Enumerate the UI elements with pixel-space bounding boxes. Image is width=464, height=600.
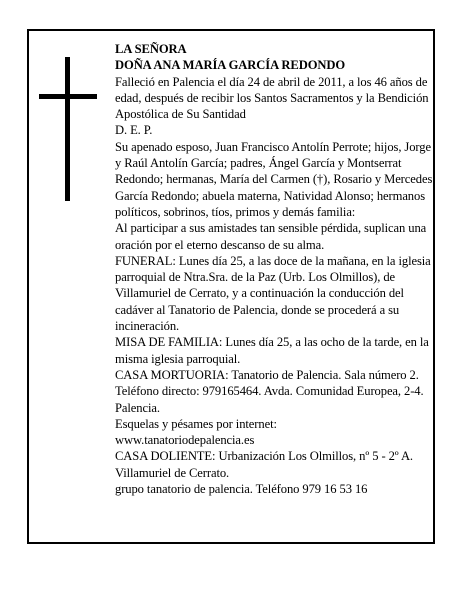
internet-condolences-label: Esquelas y pésames por internet: (115, 416, 277, 431)
deceased-name: DOÑA ANA MARÍA GARCÍA REDONDO (115, 58, 346, 73)
website-link: www.tanatoriodepalencia.es (115, 433, 255, 448)
family-list: Su apenado esposo, Juan Francisco Antolín Perrote; hijos, Jorge y Raúl Antolín García; padres, Ángel García y Montserrat Redondo; hermanas, María del Carmen (†), Rosario y Mercedes García Redondo; abuela materna, Natividad Alonso; hermanos políticos, sobrinos, tíos, primos y demás familia: (115, 139, 433, 219)
family-mass-info: MISA DE FAMILIA: Lunes día 25, a las ocho de la tarde, en la misma iglesia parroquial. (115, 335, 429, 366)
family-home-info: CASA DOLIENTE: Urbanización Los Olmillos, nº 5 - 2º A. Villamuriel de Cerrato. (115, 449, 413, 480)
company-contact: grupo tanatorio de palencia. Teléfono 979 16 53 16 (115, 482, 368, 497)
prayer-request: Al participar a sus amistades tan sensible pérdida, suplican una oración por el eterno descanso de su alma. (115, 221, 427, 252)
funeral-info: FUNERAL: Lunes día 25, a las doce de la mañana, en la iglesia parroquial de Ntra.Sra. de la Paz (Urb. Los Olmillos), de Villamuriel de Cerrato, y a continuación la conducción del cadáver al Tanatorio de Palencia, donde se procederá a su incineración. (115, 253, 431, 334)
heading-title: LA SEÑORA (115, 42, 187, 56)
funeral-home-info: CASA MORTUORIA: Tanatorio de Palencia. Sala número 2. Teléfono directo: 979165464. Avda. Comunidad Europea, 2-4. Palencia. (115, 367, 424, 415)
notice-text (115, 41, 435, 497)
rip-line: D. E. P. (115, 123, 153, 138)
cross-icon (39, 57, 97, 201)
obituary-notice (27, 29, 435, 544)
death-announcement: Falleció en Palencia el día 24 de abril de 2011, a los 46 años de edad, después de recibir los Santos Sacramentos y la Bendición Apostólica de Su Santidad (115, 74, 429, 122)
cross-horizontal-bar (39, 94, 97, 99)
cross-vertical-bar (65, 57, 70, 201)
